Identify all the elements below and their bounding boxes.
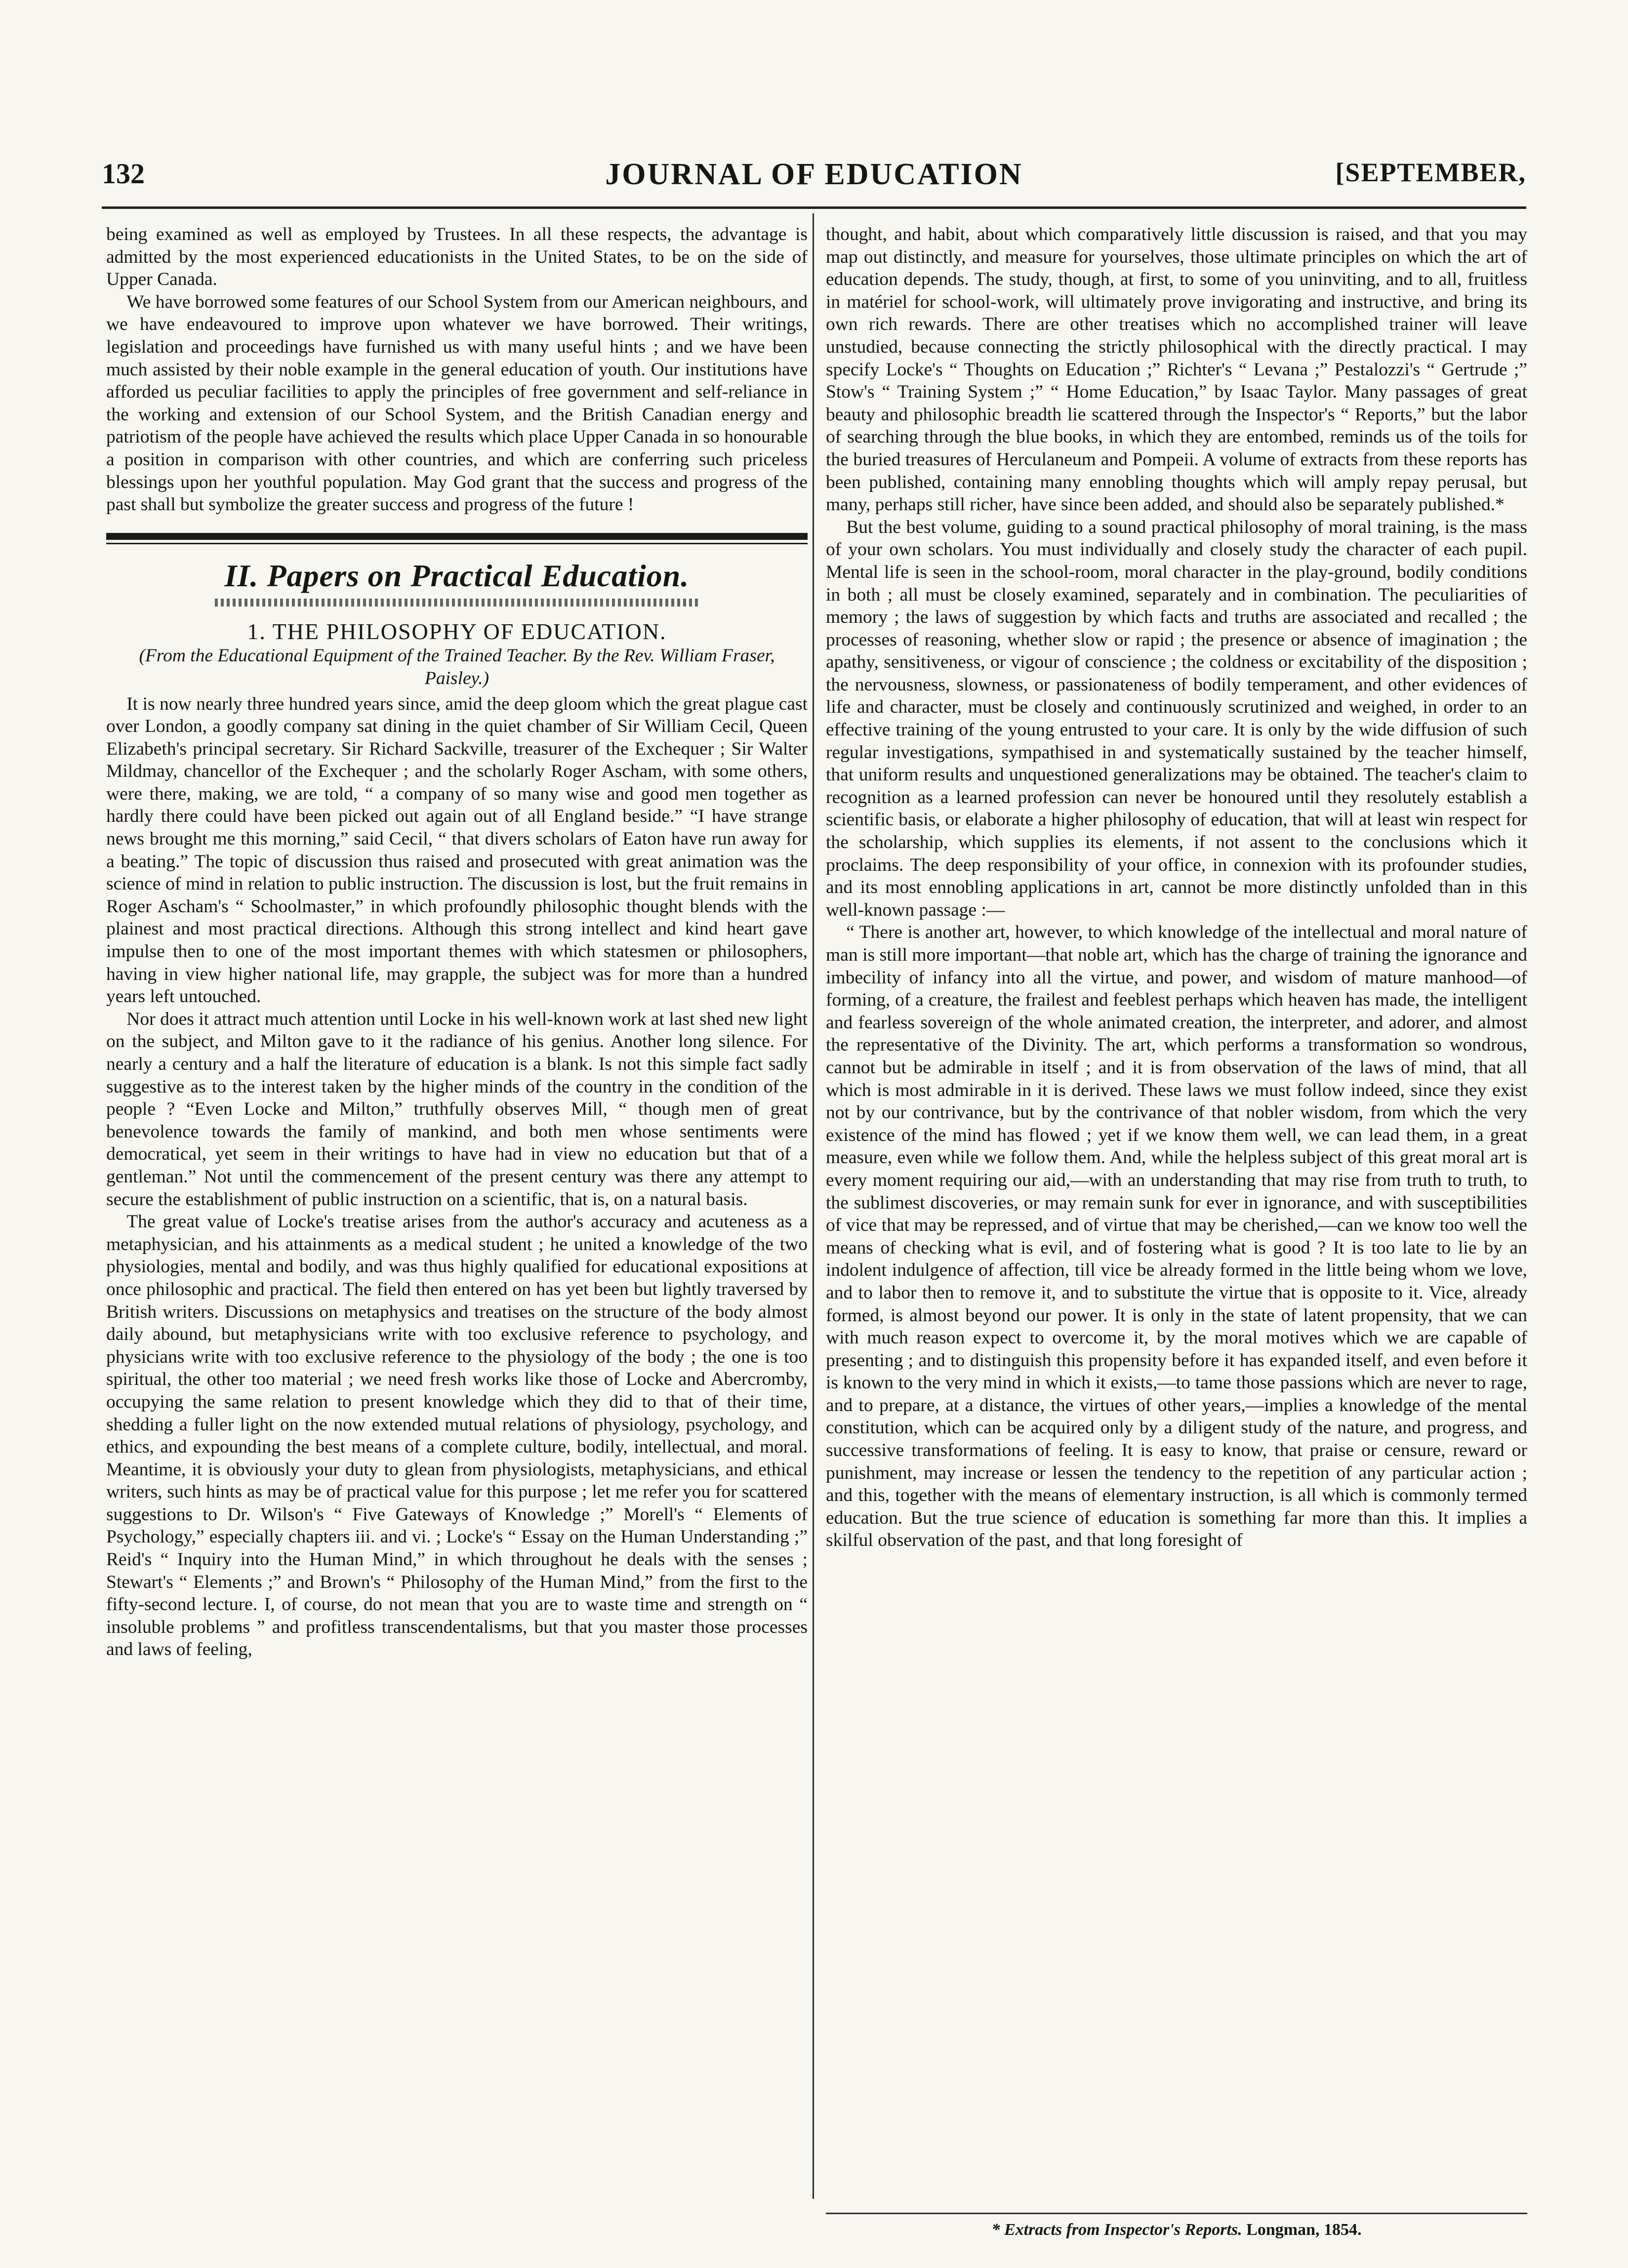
paragraph: “ There is another art, however, to which knowledge of the intellectual and moral nature of man is still more important—that noble art, which has the charge of training the ignorance and imbecility of infancy into all the virtue, and power, and wisdom of mature manhood—of forming, of a creature, the frailest and feeblest perhaps which heaven has made, the intelligent and fearless sovereign of the whole animated creation, the interpreter, and adorer, and almost the representative of the Divinity. The art, which performs a transformation so wondrous, cannot but be admirable in itself ; and it is from observation of the laws of mind, that all which is most admirable in it is derived. These laws we must follow indeed, since they exist not by our contrivance, but by the contrivance of that nobler wisdom, from which the very existence of the mind has flowed ; yet if we know them well, we can lead them, in a great measure, even while we follow them. And, while the helpless subject of this great moral art is every moment requiring our aid,—with an understanding that may rise from truth to truth, to the sublimest discoveries, or may remain sunk for ever in ignorance, and with susceptibilities of vice that may be repressed, and of virtue that may be cherished,—can we know too well the means of checking what is evil, and of fostering what is good ? It is too late to lie by an indolent indulgence of affection, till vice be already formed in the little being whom we love, and to labor then to remove it, and to substitute the virtue that is opposite to it. Vice, already formed, is almost beyond our power. It is only in the state of latent propensity, that we can with much reason expect to overcome it, by the moral motives which we are capable of presenting ; and to distinguish this propensity before it has expanded itself, and even before it is known to the very mind in which it exists,—to tame those passions which are never to rage, and to prepare, at a distance, the virtues of other years,—implies a knowledge of the mental constitution, which can be acquired only by a diligent study of the nature, and progress, and successive transformations of feeling. It is easy to know, that praise or censure, reward or punishment, may increase or lessen the tendency to the repetition of any particular action ; and this, together with the means of elementary instruction, is all which is commonly termed education. But the true science of education is something far more than this. It implies a skilful observation of the past, and that long foresight of bbox=[826, 922, 1527, 1551]
block-quote bbox=[826, 921, 1527, 1552]
article-title: 1. THE PHILOSOPHY OF EDUCATION. bbox=[247, 618, 667, 644]
ornamental-rule bbox=[215, 599, 699, 607]
header-rule bbox=[102, 206, 1526, 209]
paragraph: thought, and habit, about which comparatively little discussion is raised, and that you may map out distinctly, and measure for yourselves, those ultimate principles on which the art of education depends. The study, though, at first, to some of you uninviting, and to all, fruitless in matériel for school-work, will ultimately prove invigorating and instructive, and bring its own rich rewards. There are other treatises which no accomplished trainer will leave unstudied, because connecting the strictly philosophical with the directly practical. I may specify Locke's “ Thoughts on Education ;” Richter's “ Levana ;” Pestalozzi's “ Gertrude ;” Stow's “ Training System ;” “ Home Education,” by Isaac Taylor. Many passages of great beauty and philosophic breadth lie scattered through the Inspector's “ Reports,” but the labor of searching through the blue books, in which they are entombed, reminds us of the toils for the buried treasures of Herculaneum and Pompeii. A volume of extracts from these reports has been published, containing many ennobling thoughts which will amply repay perusal, but many, perhaps still richer, have since been added, and should also be separately published.* bbox=[826, 224, 1527, 515]
page-number: 132 bbox=[102, 158, 145, 190]
section-heading: II. Papers on Practical Education. bbox=[224, 558, 690, 593]
paragraph: being examined as well as employed by Trustees. In all these respects, the advantage is admitted by the most experienced educationists in the United States, to be on the side of Upper Canada. bbox=[106, 224, 808, 290]
footnote-publisher: Longman, 1854. bbox=[1246, 2221, 1362, 2239]
section-rule bbox=[106, 533, 808, 540]
right-column bbox=[826, 223, 1527, 1552]
paragraph: Nor does it attract much attention until Locke in his well-known work at last shed new light on the subject, and Milton gave to it the radiance of his genius. Another long silence. For nearly a century and a half the literature of education is a blank. Is not this simple fact sadly suggestive as to the interest taken by the higher minds of the country in the condition of the people ? “Even Locke and Milton,” truthfully observes Mill, “ though men of great benevolence towards the family of mankind, and both men whose sentiments were democratical, yet seem in their writings to have had in view no education but that of a gentleman.” Not until the commencement of the present century was there any attempt to secure the establishment of public instruction on a scientific, that is, on a natural basis. bbox=[106, 1009, 808, 1210]
paragraph: We have borrowed some features of our School System from our American neighbours, and we have endeavoured to improve upon whatever we have borrowed. Their writings, legislation and proceedings have furnished us with many useful hints ; and we have been much assisted by their noble example in the general education of youth. Our institutions have afforded us peculiar facilities to apply the principles of free government and self-reliance in the working and extension of our School System, and the British Canadian energy and patriotism of the people have achieved the results which place Upper Canada in so honourable a position in comparison with other countries, and which are conferring such priceless blessings upon her youthful population. May God grant that the success and progress of the past shall but symbolize the greater success and progress of the future ! bbox=[106, 291, 808, 515]
section-rule bbox=[106, 543, 808, 544]
article-source: (From the Educational Equipment of the Trained Teacher. By the Rev. William Fraser, Paisley.) bbox=[139, 646, 775, 688]
issue-month: [SEPTEMBER, bbox=[1335, 158, 1526, 187]
journal-title: JOURNAL OF EDUCATION bbox=[605, 158, 1023, 191]
column-divider bbox=[813, 213, 814, 2199]
footnote-rule bbox=[826, 2213, 1527, 2214]
footnote-text: * Extracts from Inspector's Reports. bbox=[991, 2221, 1242, 2239]
paragraph: The great value of Locke's treatise arises from the author's accuracy and acuteness as a metaphysician, and his attainments as a medical student ; he united a knowledge of the two physiologies, mental and bodily, and was thus highly qualified for educational expositions at once philosophic and practical. The field then entered on has yet been but lightly traversed by British writers. Discussions on metaphysics and treatises on the structure of the body almost daily abound, but metaphysicians write with too exclusive reference to psychology, and physicians write with too exclusive reference to the physiology of the body ; the one is too spiritual, the other too material ; we need fresh works like those of Locke and Abercromby, occupying the same relation to present knowledge which they did to that of their time, shedding a fuller light on the now extended mutual relations of physiology, psychology, and ethics, and expounding the best means of a complete culture, bodily, intellectual, and moral. Meantime, it is obviously your duty to glean from physiologists, metaphysicians, and ethical writers, such hints as may be of practical value for this purpose ; let me refer you for scattered suggestions to Dr. Wilson's “ Five Gateways of Knowledge ;” Morell's “ Elements of Psychology,” especially chapters iii. and vi. ; Locke's “ Essay on the Human Understanding ;” Reid's “ Inquiry into the Human Mind,” in which throughout he deals with the senses ; Stewart's “ Elements ;” and Brown's “ Philosophy of the Human Mind,” from the first to the fifty-second lecture. I, of course, do not mean that you are to waste time and strength on “ insoluble problems ” and profitless transcendentalisms, but that you master those processes and laws of feeling, bbox=[106, 1212, 808, 1660]
running-header bbox=[102, 157, 1526, 204]
footnote bbox=[826, 2221, 1527, 2239]
left-column bbox=[106, 223, 808, 1661]
paragraph: It is now nearly three hundred years since, amid the deep gloom which the great plague cast over London, a goodly company sat dining in the quiet chamber of Sir William Cecil, Queen Elizabeth's principal secretary. Sir Richard Sackville, treasurer of the Exchequer ; Sir Walter Mildmay, chancellor of the Exchequer ; and the scholarly Roger Ascham, with some others, were there, making, we are told, “ a company of so many wise and good men together as hardly there could have been picked out again out of all England beside.” “I have strange news brought me this morning,” said Cecil, “ that divers scholars of Eaton have run away for a beating.” The topic of discussion thus raised and prosecuted with great animation was the science of mind in relation to public instruction. The discussion is lost, but the fruit remains in Roger Ascham's “ Schoolmaster,” in which profoundly philosophic thought blends with the plainest and most practical directions. Although this strong intellect and kind heart gave impulse then to one of the most important themes with which statesmen or philosophers, having in view higher national life, may grapple, the subject was for more than a hundred years left untouched. bbox=[106, 693, 808, 1007]
paragraph: But the best volume, guiding to a sound practical philosophy of moral training, is the mass of your own scholars. You must individually and closely study the character of each pupil. Mental life is seen in the school-room, moral character in the play-ground, bodily conditions in both ; all must be closely examined, separately and in combination. The peculiarities of memory ; the laws of suggestion by which facts and truths are associated and recalled ; the processes of reasoning, whether slow or rapid ; the presence or absence of imagination ; the apathy, sensitiveness, or vigour of conscience ; the coldness or excitability of the disposition ; the nervousness, slowness, or passionateness of bodily temperament, and other evidences of life and character, must be closely and continuously scrutinized and weighed, in order to an effective training of the young entrusted to your care. It is only by the wide diffusion of such regular investigations, sympathised in and systematically sustained by the teacher himself, that uniform results and unquestioned generalizations may be obtained. The teacher's claim to recognition as a learned profession can never be honoured until they resolutely establish a scientific basis, or elaborate a higher philosophy of education, that will at least win respect for the scholarship, which supplies its elements, if not assent to the conclusions which it proclaims. The deep responsibility of your office, in connexion with its profounder studies, and its most ennobling applications in art, cannot be more distinctly unfolded than in this well-known passage :— bbox=[826, 517, 1527, 920]
